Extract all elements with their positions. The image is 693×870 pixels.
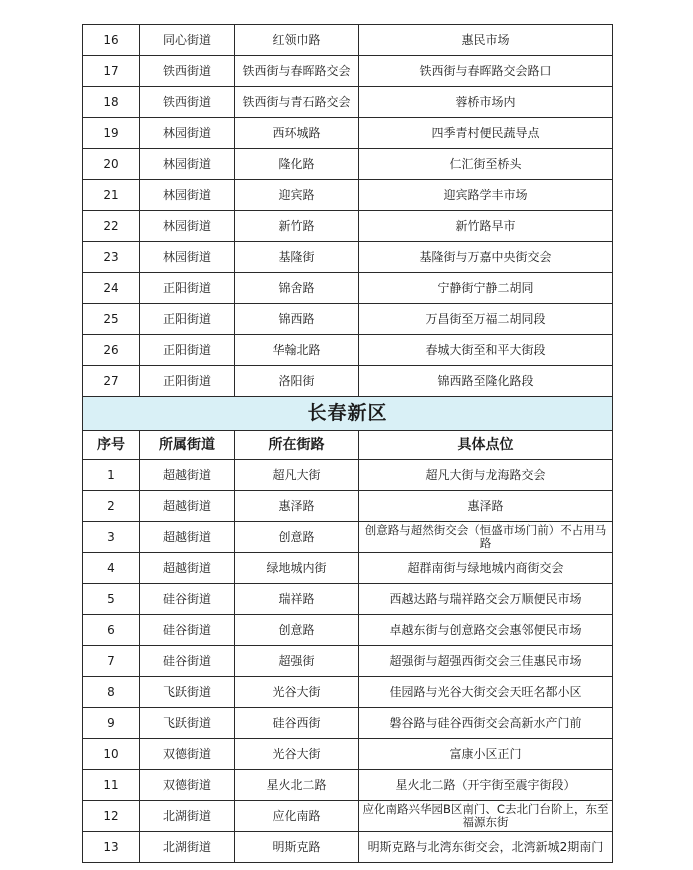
row-location: 超群南街与绿地城内商街交会 <box>359 553 613 584</box>
row-road: 创意路 <box>235 522 359 553</box>
row-road: 洛阳街 <box>235 366 359 397</box>
row-number: 20 <box>83 149 140 180</box>
table-row <box>83 149 613 180</box>
row-street: 正阳街道 <box>140 335 235 366</box>
table-row <box>83 522 613 553</box>
row-number: 22 <box>83 211 140 242</box>
row-location: 明斯克路与北湾东街交会，北湾新城2期南门 <box>359 832 613 863</box>
row-location: 宁静街宁静二胡同 <box>359 273 613 304</box>
table-row <box>83 553 613 584</box>
row-location: 超强街与超强西街交会三佳惠民市场 <box>359 646 613 677</box>
table-row <box>83 242 613 273</box>
row-street: 飞跃街道 <box>140 677 235 708</box>
table-row <box>83 615 613 646</box>
table-row <box>83 366 613 397</box>
row-number: 27 <box>83 366 140 397</box>
table-row <box>83 646 613 677</box>
row-street: 双德街道 <box>140 770 235 801</box>
header-road: 所在街路 <box>235 431 359 460</box>
row-street: 正阳街道 <box>140 273 235 304</box>
row-number: 11 <box>83 770 140 801</box>
row-number: 16 <box>83 25 140 56</box>
row-road: 西环城路 <box>235 118 359 149</box>
row-location: 新竹路早市 <box>359 211 613 242</box>
row-number: 24 <box>83 273 140 304</box>
row-number: 5 <box>83 584 140 615</box>
row-number: 18 <box>83 87 140 118</box>
row-location: 应化南路兴华园B区南门、C去北门台阶上，东至福源东街 <box>359 801 613 832</box>
row-road: 创意路 <box>235 615 359 646</box>
row-road: 红领巾路 <box>235 25 359 56</box>
row-road: 铁西街与青石路交会 <box>235 87 359 118</box>
row-street: 林园街道 <box>140 118 235 149</box>
row-street: 北湖街道 <box>140 832 235 863</box>
row-location: 锦西路至隆化路段 <box>359 366 613 397</box>
row-road: 硅谷西街 <box>235 708 359 739</box>
row-location: 西越达路与瑞祥路交会万顺便民市场 <box>359 584 613 615</box>
table-row <box>83 25 613 56</box>
table-row <box>83 677 613 708</box>
table-row <box>83 708 613 739</box>
top-rows <box>83 25 613 397</box>
column-header-row <box>83 431 613 460</box>
row-road: 绿地城内街 <box>235 553 359 584</box>
row-street: 林园街道 <box>140 211 235 242</box>
row-street: 同心街道 <box>140 25 235 56</box>
row-road: 华翰北路 <box>235 335 359 366</box>
row-street: 正阳街道 <box>140 304 235 335</box>
row-number: 25 <box>83 304 140 335</box>
row-street: 林园街道 <box>140 180 235 211</box>
row-number: 7 <box>83 646 140 677</box>
row-road: 应化南路 <box>235 801 359 832</box>
table-row <box>83 832 613 863</box>
row-road: 星火北二路 <box>235 770 359 801</box>
row-road: 超凡大街 <box>235 460 359 491</box>
row-street: 正阳街道 <box>140 366 235 397</box>
table-row <box>83 180 613 211</box>
row-location: 春城大街至和平大街段 <box>359 335 613 366</box>
row-street: 林园街道 <box>140 242 235 273</box>
row-number: 2 <box>83 491 140 522</box>
table-row <box>83 739 613 770</box>
row-location: 四季青村便民蔬导点 <box>359 118 613 149</box>
row-road: 超强街 <box>235 646 359 677</box>
row-street: 硅谷街道 <box>140 615 235 646</box>
table-row <box>83 118 613 149</box>
row-road: 瑞祥路 <box>235 584 359 615</box>
table-row <box>83 460 613 491</box>
district-header-row <box>83 397 613 431</box>
table-row <box>83 56 613 87</box>
row-street: 铁西街道 <box>140 56 235 87</box>
row-location: 仁汇街至桥头 <box>359 149 613 180</box>
row-location: 惠民市场 <box>359 25 613 56</box>
row-number: 4 <box>83 553 140 584</box>
row-road: 铁西街与春晖路交会 <box>235 56 359 87</box>
row-road: 基隆街 <box>235 242 359 273</box>
row-street: 超越街道 <box>140 522 235 553</box>
row-road: 隆化路 <box>235 149 359 180</box>
row-street: 双德街道 <box>140 739 235 770</box>
row-street: 硅谷街道 <box>140 646 235 677</box>
row-road: 明斯克路 <box>235 832 359 863</box>
row-number: 3 <box>83 522 140 553</box>
row-street: 飞跃街道 <box>140 708 235 739</box>
row-number: 26 <box>83 335 140 366</box>
row-location: 迎宾路学丰市场 <box>359 180 613 211</box>
row-number: 23 <box>83 242 140 273</box>
header-number: 序号 <box>83 431 140 460</box>
table-row <box>83 273 613 304</box>
row-location: 基隆街与万嘉中央街交会 <box>359 242 613 273</box>
row-road: 惠泽路 <box>235 491 359 522</box>
row-number: 1 <box>83 460 140 491</box>
row-street: 超越街道 <box>140 491 235 522</box>
district-title: 长春新区 <box>83 397 613 431</box>
table-row <box>83 87 613 118</box>
row-location: 铁西街与春晖路交会路口 <box>359 56 613 87</box>
row-location: 磐谷路与硅谷西街交会高新水产门前 <box>359 708 613 739</box>
new-area-section <box>83 397 613 460</box>
header-street: 所属街道 <box>140 431 235 460</box>
row-number: 21 <box>83 180 140 211</box>
row-number: 17 <box>83 56 140 87</box>
row-number: 9 <box>83 708 140 739</box>
header-location: 具体点位 <box>359 431 613 460</box>
table-row <box>83 335 613 366</box>
row-location: 蓉桥市场内 <box>359 87 613 118</box>
table-row <box>83 584 613 615</box>
row-street: 林园街道 <box>140 149 235 180</box>
row-road: 新竹路 <box>235 211 359 242</box>
table-row <box>83 770 613 801</box>
row-location: 惠泽路 <box>359 491 613 522</box>
row-number: 10 <box>83 739 140 770</box>
row-street: 超越街道 <box>140 553 235 584</box>
table-row <box>83 211 613 242</box>
row-location: 富康小区正门 <box>359 739 613 770</box>
row-street: 北湖街道 <box>140 801 235 832</box>
row-number: 12 <box>83 801 140 832</box>
new-area-rows <box>83 460 613 863</box>
row-number: 13 <box>83 832 140 863</box>
row-number: 19 <box>83 118 140 149</box>
row-location: 超凡大街与龙海路交会 <box>359 460 613 491</box>
row-location: 卓越东街与创意路交会惠邻便民市场 <box>359 615 613 646</box>
row-road: 光谷大街 <box>235 677 359 708</box>
row-road: 锦舍路 <box>235 273 359 304</box>
row-road: 迎宾路 <box>235 180 359 211</box>
row-location: 星火北二路（开宇街至震宇街段） <box>359 770 613 801</box>
table-row <box>83 491 613 522</box>
row-location: 佳园路与光谷大街交会天旺名都小区 <box>359 677 613 708</box>
row-road: 锦西路 <box>235 304 359 335</box>
market-location-table <box>82 24 613 863</box>
row-number: 8 <box>83 677 140 708</box>
table-row <box>83 304 613 335</box>
row-number: 6 <box>83 615 140 646</box>
table-row <box>83 801 613 832</box>
row-location: 万昌街至万福二胡同段 <box>359 304 613 335</box>
row-road: 光谷大街 <box>235 739 359 770</box>
row-street: 铁西街道 <box>140 87 235 118</box>
row-street: 超越街道 <box>140 460 235 491</box>
row-location: 创意路与超然街交会（恒盛市场门前）不占用马路 <box>359 522 613 553</box>
row-street: 硅谷街道 <box>140 584 235 615</box>
